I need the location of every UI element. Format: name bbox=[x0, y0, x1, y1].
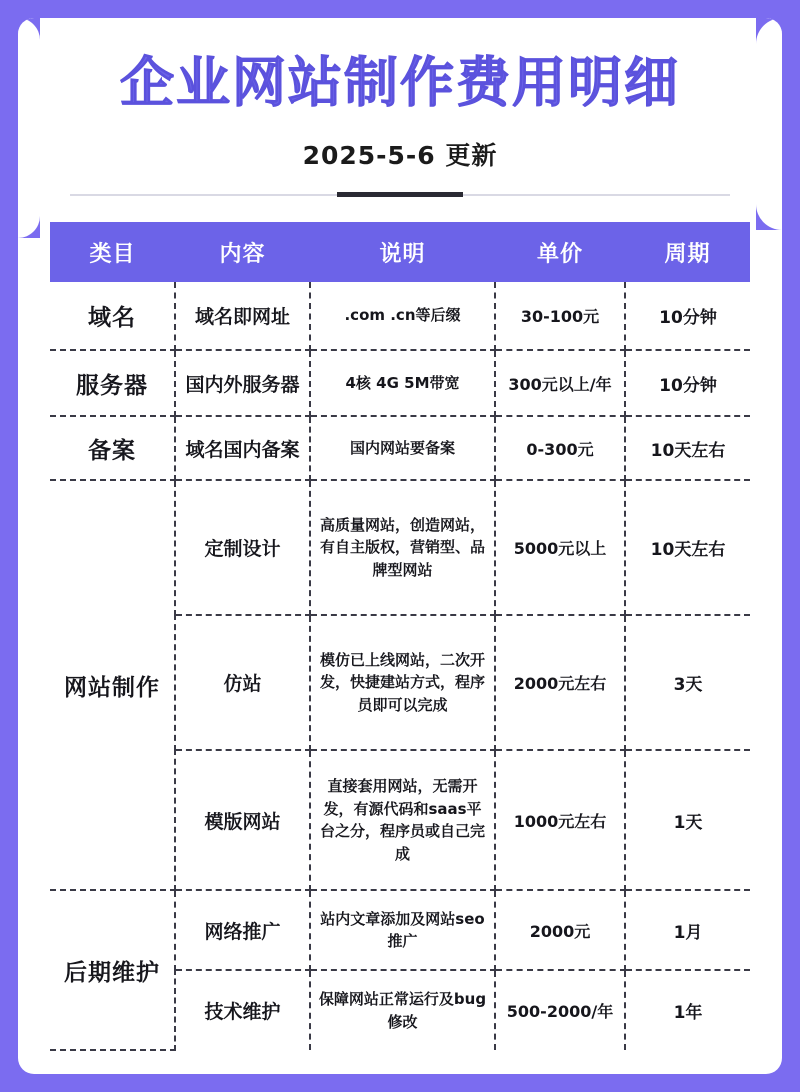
cell-description: .com .cn等后缀 bbox=[310, 282, 495, 350]
cell-price: 30-100元 bbox=[495, 282, 625, 350]
cell-cycle: 3天 bbox=[625, 615, 750, 750]
table-header-row bbox=[50, 222, 750, 282]
cell-item: 国内外服务器 bbox=[175, 350, 310, 416]
cell-cycle: 10分钟 bbox=[625, 350, 750, 416]
cell-description: 模仿已上线网站，二次开发，快捷建站方式，程序员即可以完成 bbox=[310, 615, 495, 750]
page-subtitle: 2025-5-6 更新 bbox=[302, 141, 498, 171]
table-row bbox=[50, 890, 750, 970]
cell-item: 模版网站 bbox=[175, 750, 310, 890]
column-header-content: 内容 bbox=[175, 222, 310, 282]
cell-category: 后期维护 bbox=[50, 890, 175, 1050]
cell-item: 仿站 bbox=[175, 615, 310, 750]
pricing-table-wrapper bbox=[50, 222, 750, 1051]
table-row bbox=[50, 350, 750, 416]
cell-price: 1000元左右 bbox=[495, 750, 625, 890]
cell-price: 300元以上/年 bbox=[495, 350, 625, 416]
cell-cycle: 1月 bbox=[625, 890, 750, 970]
column-header-cycle: 周期 bbox=[625, 222, 750, 282]
cell-category: 备案 bbox=[50, 416, 175, 480]
table-row bbox=[50, 282, 750, 350]
table-row bbox=[50, 480, 750, 615]
cell-item: 技术维护 bbox=[175, 970, 310, 1050]
cell-price: 5000元以上 bbox=[495, 480, 625, 615]
cell-description: 直接套用网站，无需开发，有源代码和saas平台之分，程序员或自己完成 bbox=[310, 750, 495, 890]
column-header-description: 说明 bbox=[310, 222, 495, 282]
cell-price: 0-300元 bbox=[495, 416, 625, 480]
cell-cycle: 1年 bbox=[673, 1003, 703, 1024]
cell-description: 4核 4G 5M带宽 bbox=[310, 350, 495, 416]
cell-category: 服务器 bbox=[50, 350, 175, 416]
column-header-price: 单价 bbox=[495, 222, 625, 282]
column-header-category: 类目 bbox=[50, 222, 175, 282]
cell-price: 2000元 bbox=[495, 890, 625, 970]
cell-cycle: 10天左右 bbox=[625, 416, 750, 480]
divider-line-dark bbox=[337, 192, 463, 197]
pricing-table bbox=[50, 222, 750, 1051]
page-title: 企业网站制作费用明细 bbox=[120, 51, 680, 114]
cell-price: 2000元左右 bbox=[495, 615, 625, 750]
cell-item: 域名国内备案 bbox=[175, 416, 310, 480]
cell-description: 国内网站要备案 bbox=[310, 416, 495, 480]
cell-description: 站内文章添加及网站seo推广 bbox=[310, 890, 495, 970]
table-row bbox=[50, 416, 750, 480]
cell-cycle: 1天 bbox=[625, 750, 750, 890]
cell-item: 域名即网址 bbox=[175, 282, 310, 350]
cell-item: 网络推广 bbox=[175, 890, 310, 970]
cell-price: 500-2000/年 bbox=[495, 970, 625, 1050]
poster-card bbox=[18, 18, 782, 1074]
cell-description: 保障网站正常运行及bug修改 bbox=[310, 970, 495, 1050]
cell-category: 域名 bbox=[50, 282, 175, 350]
cell-category: 网站制作 bbox=[50, 480, 175, 890]
cell-item: 定制设计 bbox=[175, 480, 310, 615]
title-divider bbox=[18, 190, 782, 200]
cell-cycle: 10天左右 bbox=[625, 480, 750, 615]
cell-description: 高质量网站，创造网站，有自主版权，营销型、品牌型网站 bbox=[310, 480, 495, 615]
poster-header bbox=[18, 18, 782, 200]
cell-cycle: 10分钟 bbox=[625, 282, 750, 350]
